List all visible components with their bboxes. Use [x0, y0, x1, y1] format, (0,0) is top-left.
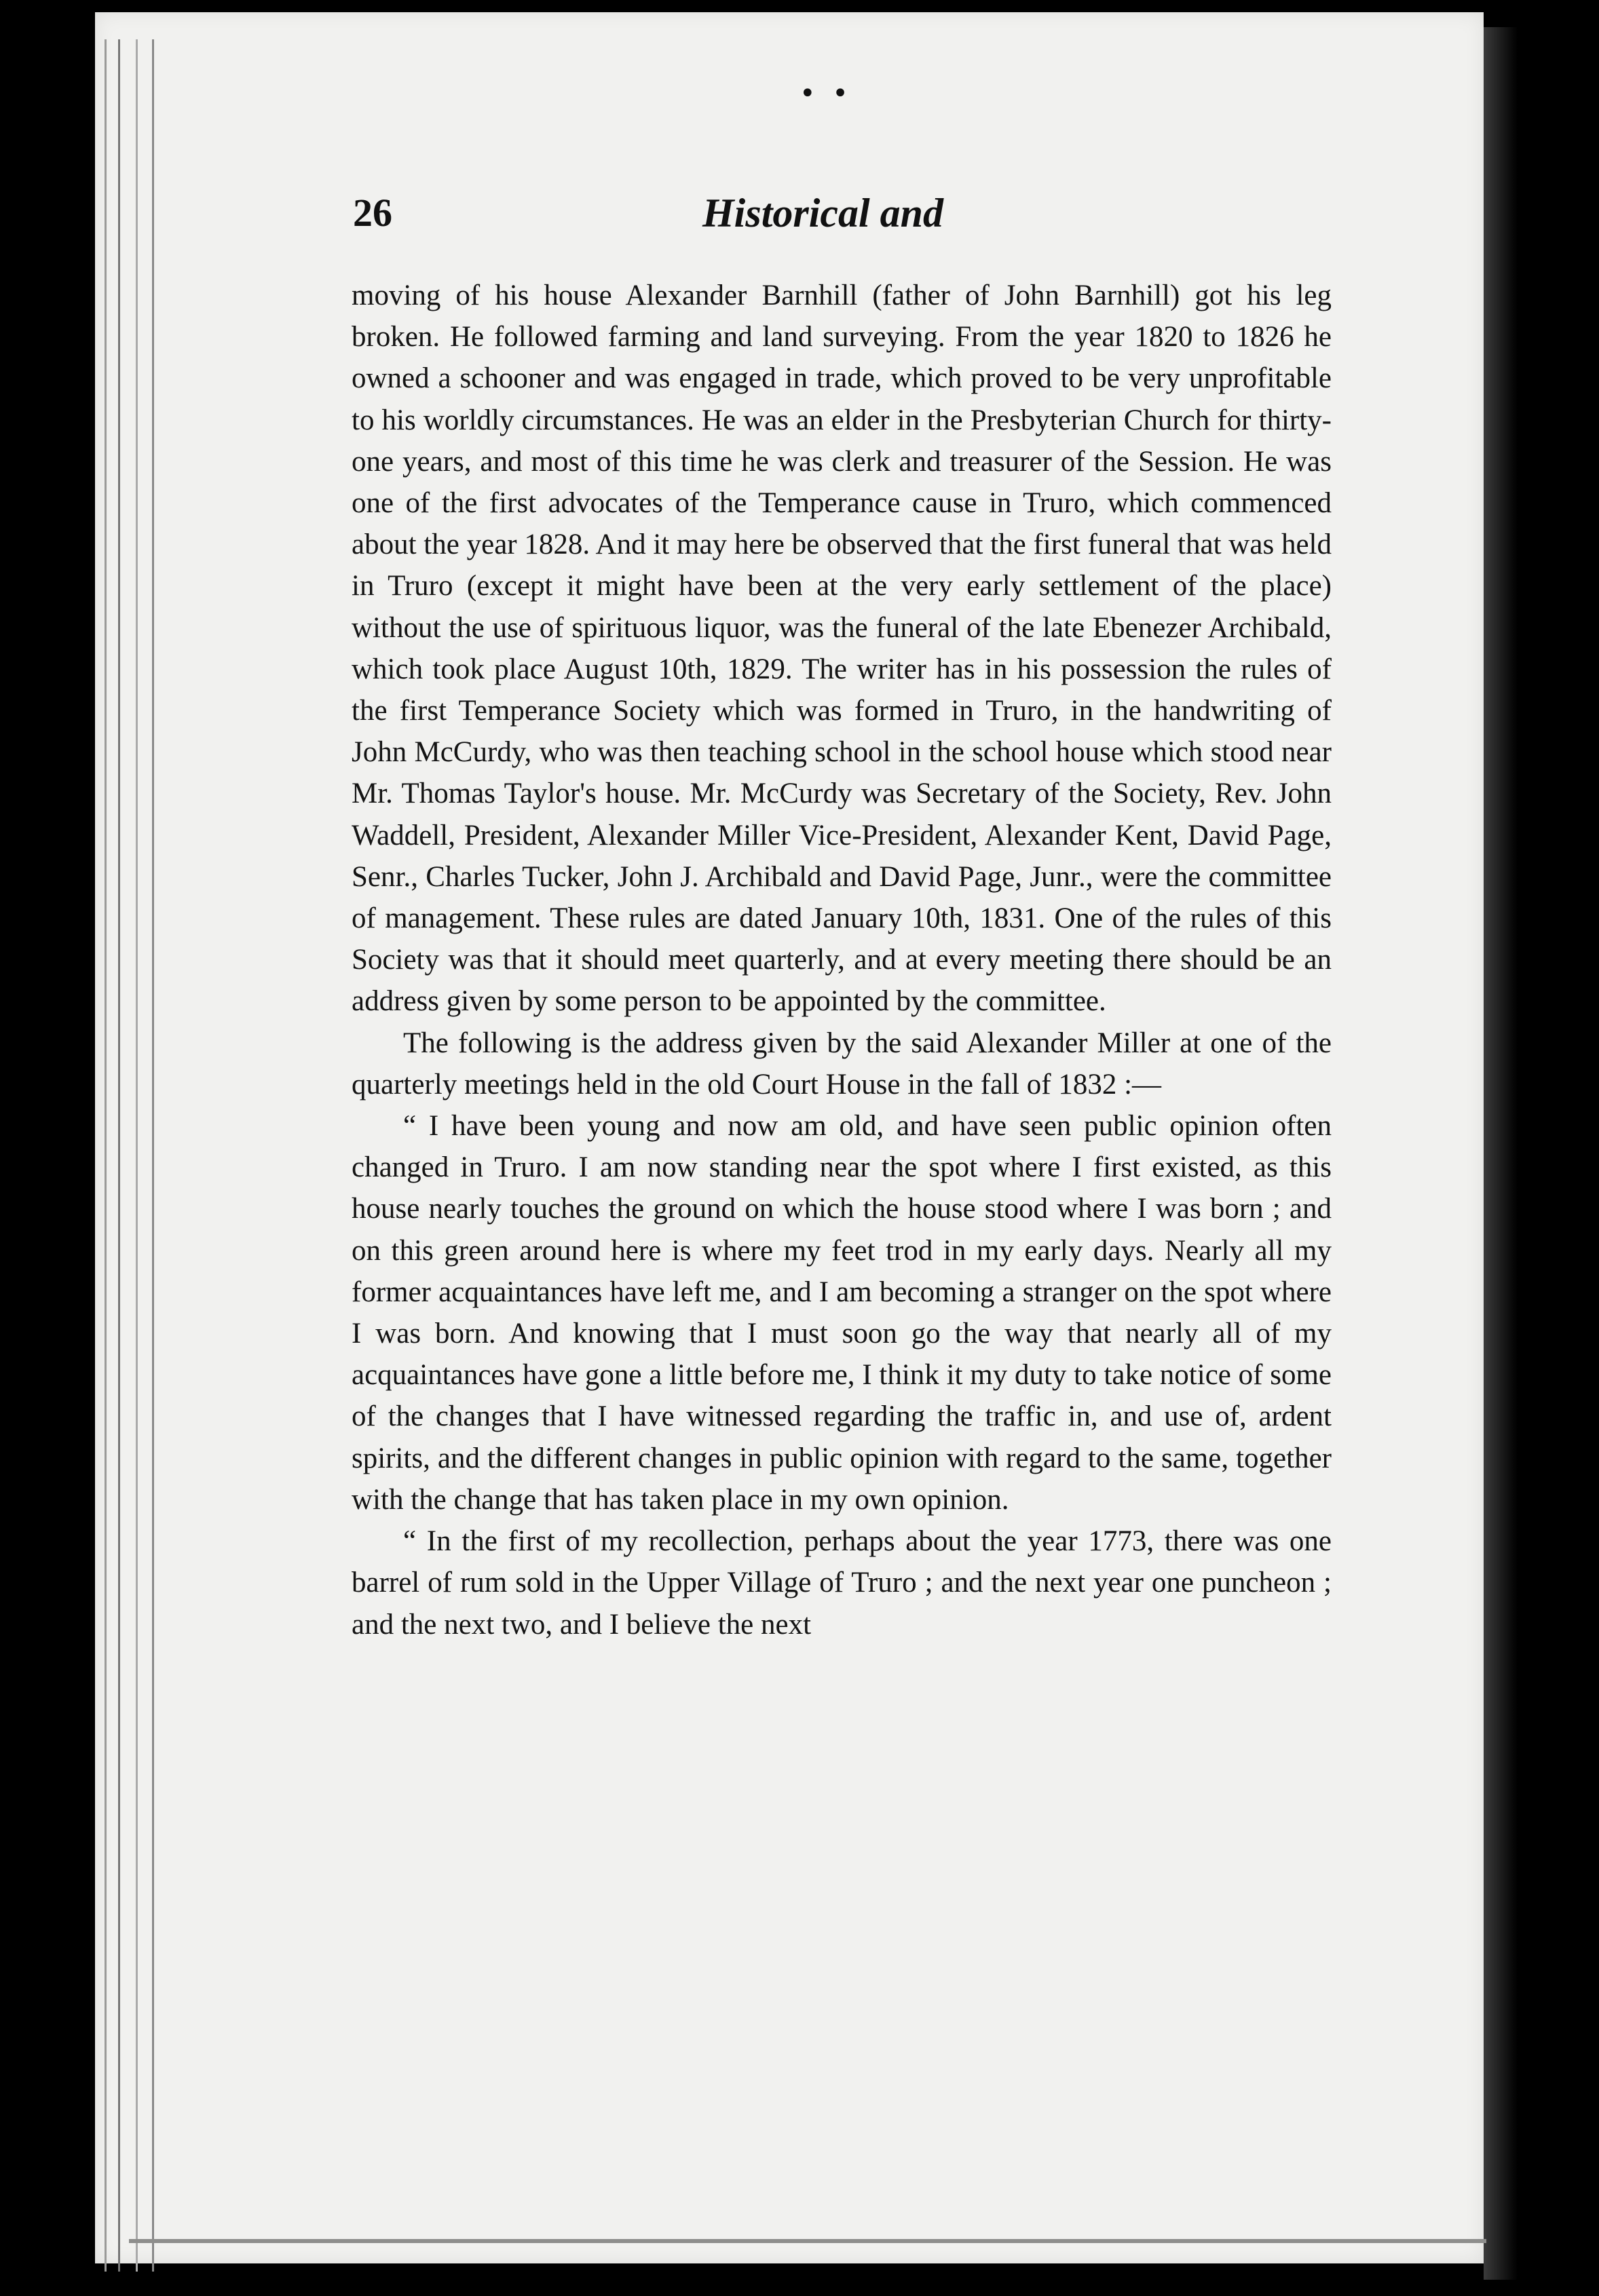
paragraph: “ I have been young and now am old, and have seen public opinion often changed in Truro. I am now standing near the spot where I first existed, as this house nearly touches the ground on which the house stood where I was born ; and on this green around here is where my feet trod in my early days. Nearly all my former acquaintances have left me, and I am becoming a stranger on the spot where I was born. And knowing that I must soon go the way that nearly all of my acquaintances have gone a little before me, I think it my duty to take notice of some of the changes that I have witnessed regarding the traffic in, and use of, ardent spirits, and the different changes in public opinion with regard to the same, together with the change that has taken place in my own opinion.: [352, 1110, 1332, 1516]
page-edge: [136, 39, 138, 2272]
page-edge: [118, 39, 120, 2272]
paragraph: “ In the first of my recollection, perhaps about the year 1773, there was one barrel of rum sold in the Upper Village of Truro ; and the next year one puncheon ; and the next two, and I believe the next: [352, 1525, 1332, 1641]
running-head: Historical and: [702, 191, 944, 235]
paragraph: The following is the address given by the said Alexander Miller at one of the quarterly meetings held in the old Court House in the fall of 1832 :—: [352, 1027, 1332, 1101]
page-edge: [105, 39, 107, 2272]
body-text: [352, 275, 1332, 1645]
page-bottom-edge: [129, 2239, 1486, 2243]
binding-gutter: [1484, 27, 1518, 2280]
page-header: [353, 190, 1340, 244]
paragraph: moving of his house Alexander Barnhill (father of John Barnhill) got his leg broken. He followed farming and land surveying. From the year 1820 to 1826 he owned a schooner and was engaged in trade, which proved to be very unprofitable to his worldly circumstances. He was an elder in the Presbyterian Church for thirty-one years, and most of this time he was clerk and treasurer of the Session. He was one of the first advocates of the Temperance cause in Truro, which commenced about the year 1828. And it may here be observed that the first funeral that was held in Truro (except it might have been at the very early settlement of the place) without the use of spirituous liquor, was the funeral of the late Ebenezer Archibald, which took place August 10th, 1829. The writer has in his possession the rules of the first Temperance Society which was formed in Truro, in the handwriting of John McCurdy, who was then teaching school in the school house which stood near Mr. Thomas Taylor's house. Mr. McCurdy was Secretary of the Society, Rev. John Waddell, President, Alexander Miller Vice-President, Alexander Kent, David Page, Senr., Charles Tucker, John J. Archibald and David Page, Junr., were the committee of management. These rules are dated January 10th, 1831. One of the rules of this Society was that it should meet quarterly, and at every meeting there should be an address given by some person to be appointed by the committee.: [352, 280, 1332, 1018]
page-edge: [152, 39, 154, 2272]
top-ornament: • •: [800, 78, 852, 109]
page-number: 26: [353, 191, 392, 235]
